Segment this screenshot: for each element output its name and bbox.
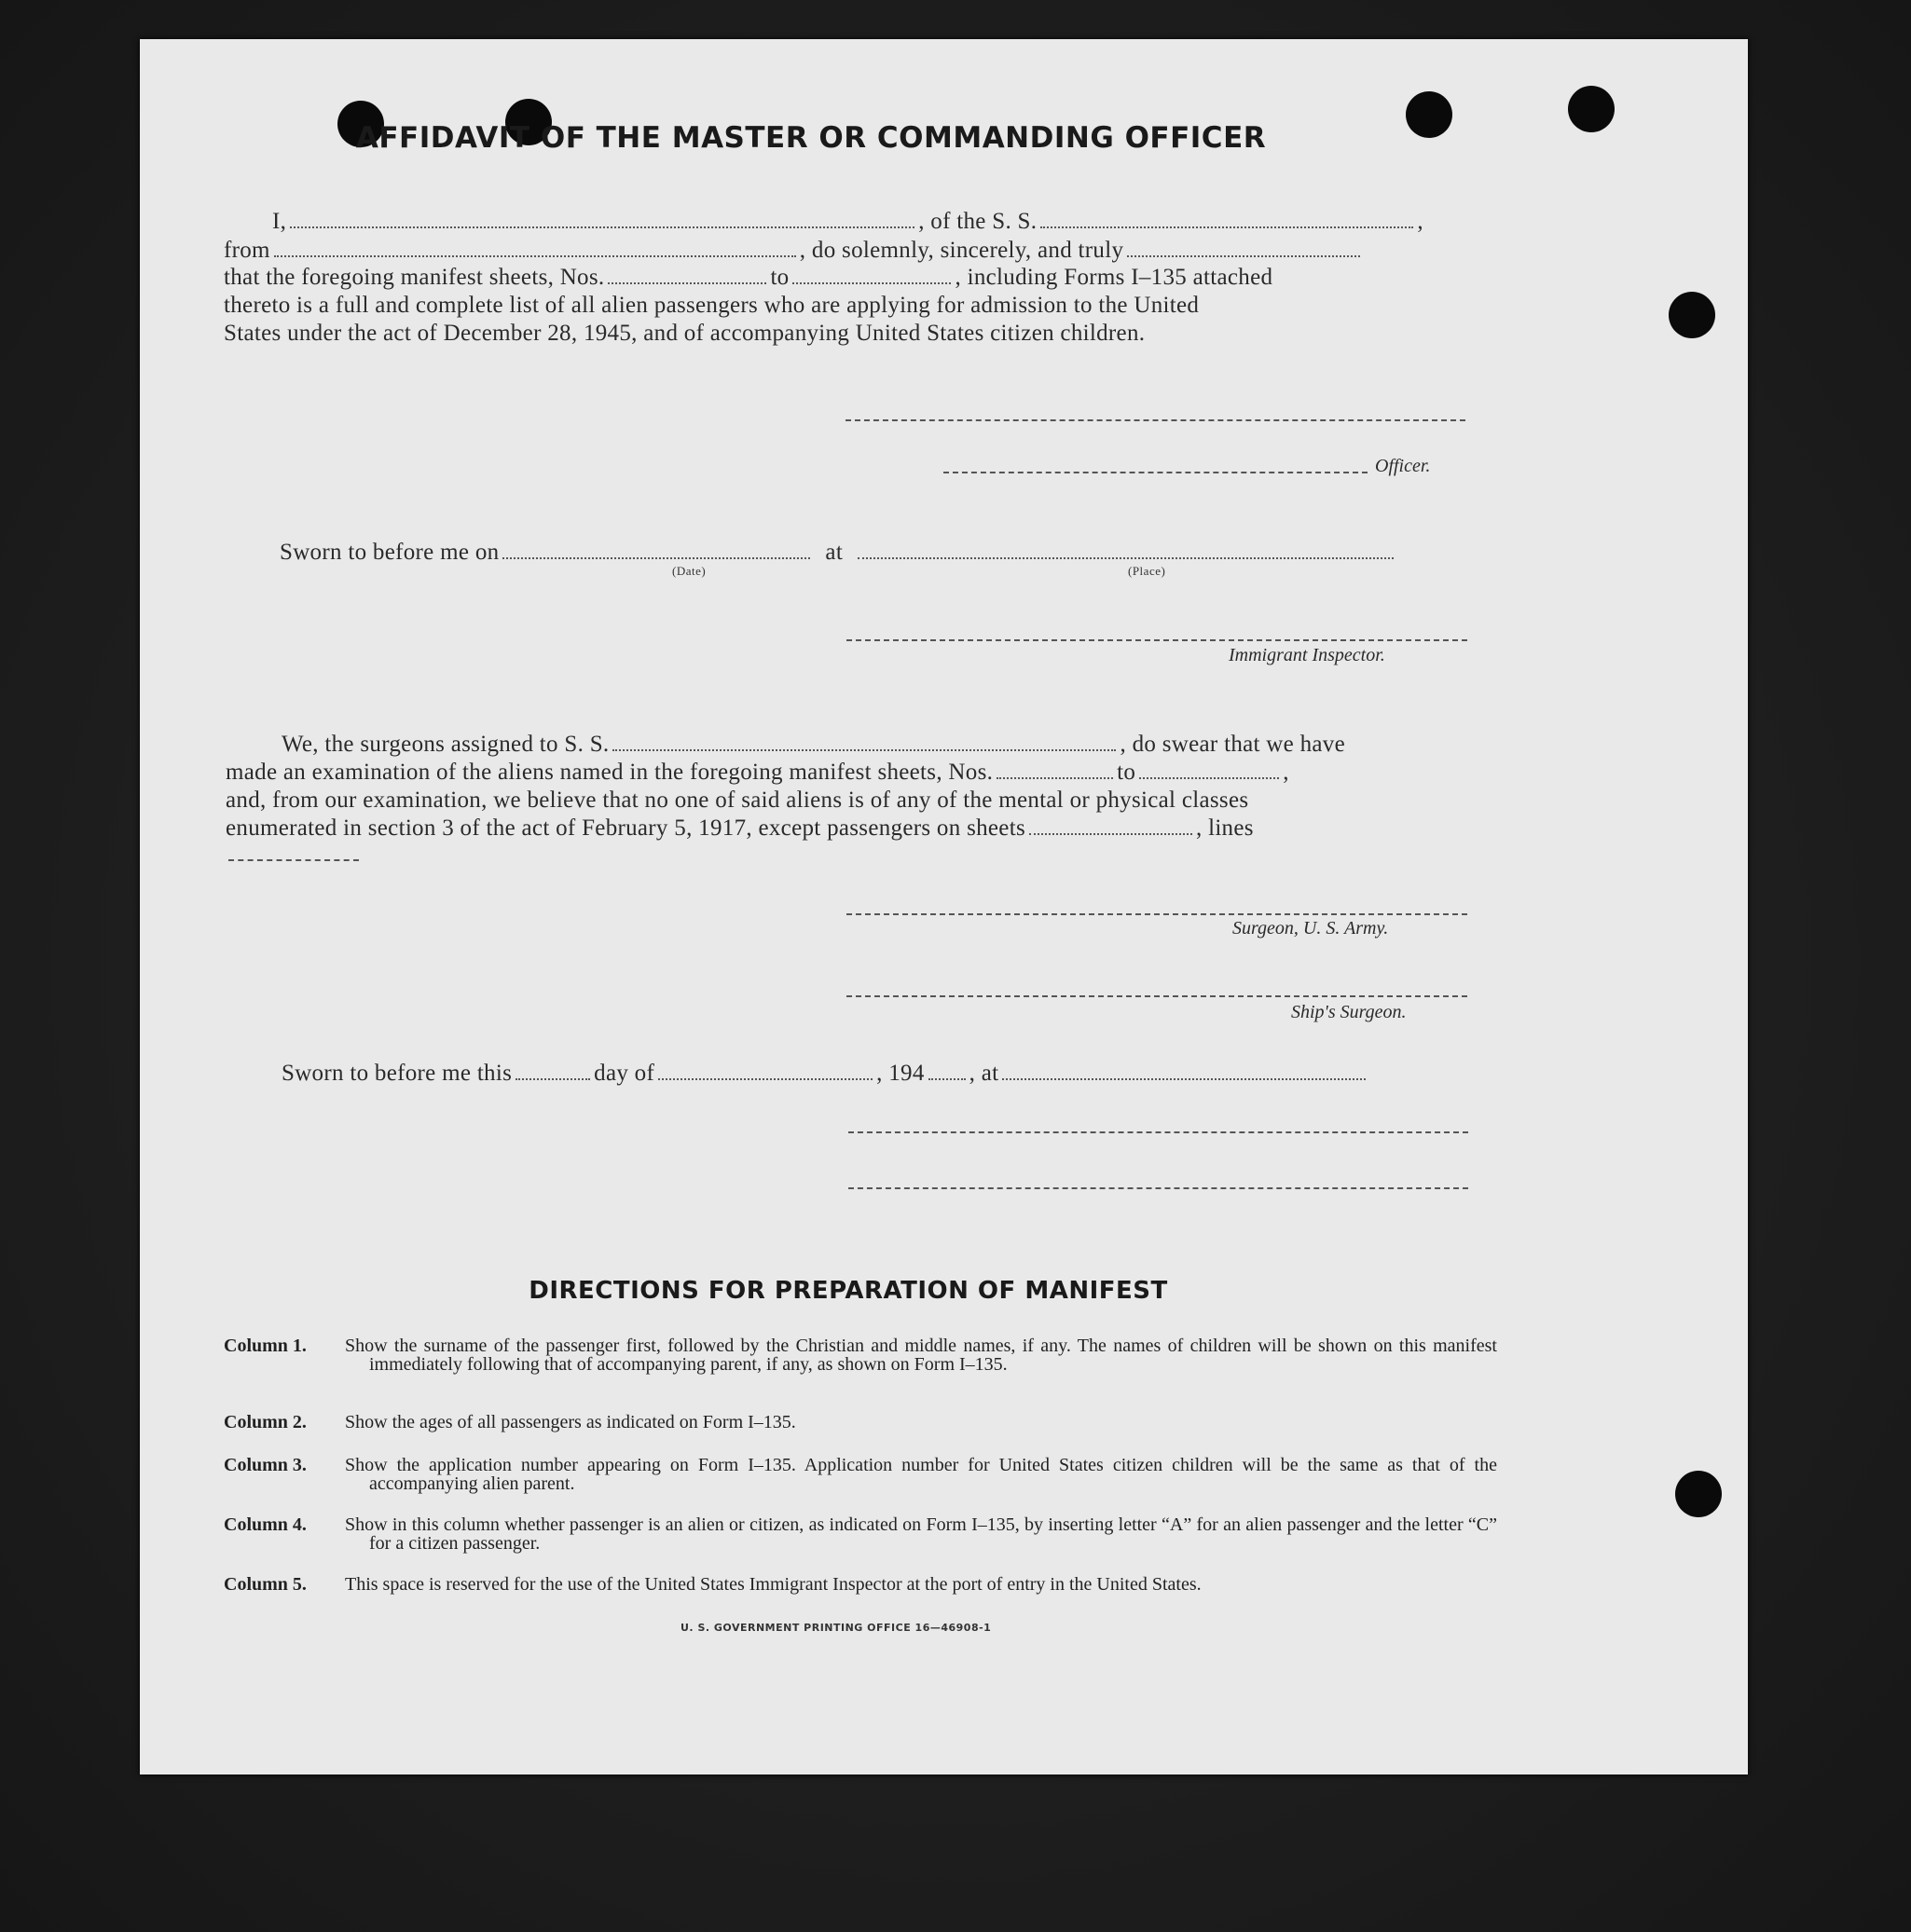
sworn-at-field[interactable] (1002, 1062, 1366, 1080)
inspector-signature-line[interactable] (846, 639, 1467, 641)
sworn-line-1: Sworn to before me on at (280, 538, 1397, 567)
sworn-year-field[interactable] (928, 1062, 966, 1080)
direction-column-2 (224, 1413, 1473, 1433)
witness-signature-line-1[interactable] (848, 1131, 1468, 1133)
sworn-month-field[interactable] (658, 1062, 873, 1080)
ship-field[interactable] (1040, 210, 1413, 228)
punch-hole (1675, 1471, 1722, 1517)
direction-text: Show in this column whether passenger is an alien or citizen, as indicated on Form I–135, by inserting letter “A” for an alien passenger and the letter “C” for a citizen passenger. (345, 1514, 1497, 1554)
surgeons-line-4: enumerated in section 3 of the act of February 5, 1917, except passengers on sheets , lines (226, 815, 1254, 841)
lines-field[interactable] (228, 859, 359, 861)
name-field[interactable] (290, 210, 914, 228)
army-surgeon-signature-line[interactable] (846, 913, 1467, 915)
surgeons-line-3: and, from our examination, we believe that no one of said aliens is of any of the mental or physical classes (226, 788, 1249, 813)
surgeons-line-2: made an examination of the aliens named in the foregoing manifest sheets, Nos. to , (226, 760, 1289, 785)
affidavit-line-2: from , do solemnly, sincerely, and truly (224, 236, 1364, 265)
surgeons-sheet-from-field[interactable] (997, 760, 1113, 779)
sworn-line-2: Sworn to before me this day of , 194 , at (282, 1059, 1369, 1088)
direction-text: Show the ages of all passengers as indicated on Form I–135. (345, 1412, 796, 1432)
master-signature-line[interactable] (846, 419, 1465, 421)
punch-hole (1669, 292, 1715, 338)
surgeons-ship-field[interactable] (612, 733, 1116, 751)
date-caption: (Date) (672, 564, 707, 578)
direction-column-1 (224, 1336, 1497, 1392)
place-caption: (Place) (1128, 564, 1166, 578)
direction-label: Column 3. (224, 1455, 307, 1475)
sheet-to-field[interactable] (792, 266, 951, 284)
surgeons-line-1: We, the surgeons assigned to S. S. , do swear that we have (282, 732, 1345, 757)
direction-column-3 (224, 1455, 1497, 1494)
direction-label: Column 2. (224, 1412, 307, 1432)
inspector-caption: Immigrant Inspector. (1229, 645, 1385, 665)
punch-hole (1568, 86, 1615, 132)
ship-surgeon-signature-line[interactable] (846, 995, 1467, 997)
direction-column-4 (224, 1514, 1497, 1554)
affidavit-line-3: that the foregoing manifest sheets, Nos. to , including Forms I–135 attached (224, 265, 1273, 290)
directions-title: DIRECTIONS FOR PREPARATION OF MANIFEST (529, 1277, 1168, 1305)
truly-field[interactable] (1127, 239, 1360, 257)
printing-office-footer: U. S. GOVERNMENT PRINTING OFFICE 16—46908-1 (681, 1622, 992, 1634)
direction-column-5 (224, 1575, 1473, 1612)
from-field[interactable] (274, 239, 796, 257)
punch-hole (1406, 91, 1452, 138)
direction-label: Column 4. (224, 1514, 307, 1535)
form-title: AFFIDAVIT OF THE MASTER OR COMMANDING OFFICER (355, 121, 1267, 155)
affidavit-line-1: I, , of the S. S. , (272, 209, 1423, 234)
affidavit-line-4: thereto is a full and complete list of all alien passengers who are applying for admission to the United (224, 293, 1200, 318)
surgeons-sheet-to-field[interactable] (1139, 760, 1279, 779)
witness-signature-line-2[interactable] (848, 1187, 1468, 1189)
direction-text: Show the application number appearing on Form I–135. Application number for United States citizen children will be the same as that of the accompanying alien parent. (345, 1455, 1497, 1494)
direction-text: This space is reserved for the use of the United States Immigrant Inspector at the port of entry in the United States. (345, 1574, 1202, 1595)
direction-label: Column 1. (224, 1336, 307, 1356)
sheet-from-field[interactable] (608, 266, 766, 284)
officer-signature-line[interactable] (943, 472, 1368, 473)
except-sheets-field[interactable] (1029, 816, 1192, 835)
army-surgeon-caption: Surgeon, U. S. Army. (1232, 918, 1389, 939)
officer-caption: Officer. (1375, 456, 1431, 476)
ship-surgeon-caption: Ship's Surgeon. (1291, 1002, 1407, 1022)
sworn-place-field[interactable] (858, 541, 1394, 559)
sworn-day-field[interactable] (516, 1062, 590, 1080)
direction-text: Show the surname of the passenger first, followed by the Christian and middle names, if any. The names of children will be shown on this manifest immediately following that of accompanying parent, if any, as shown on Form I–135. (345, 1336, 1497, 1375)
direction-label: Column 5. (224, 1574, 307, 1595)
sworn-date-field[interactable] (502, 541, 810, 559)
affidavit-line-5: States under the act of December 28, 1945, and of accompanying United States citizen children. (224, 321, 1146, 346)
